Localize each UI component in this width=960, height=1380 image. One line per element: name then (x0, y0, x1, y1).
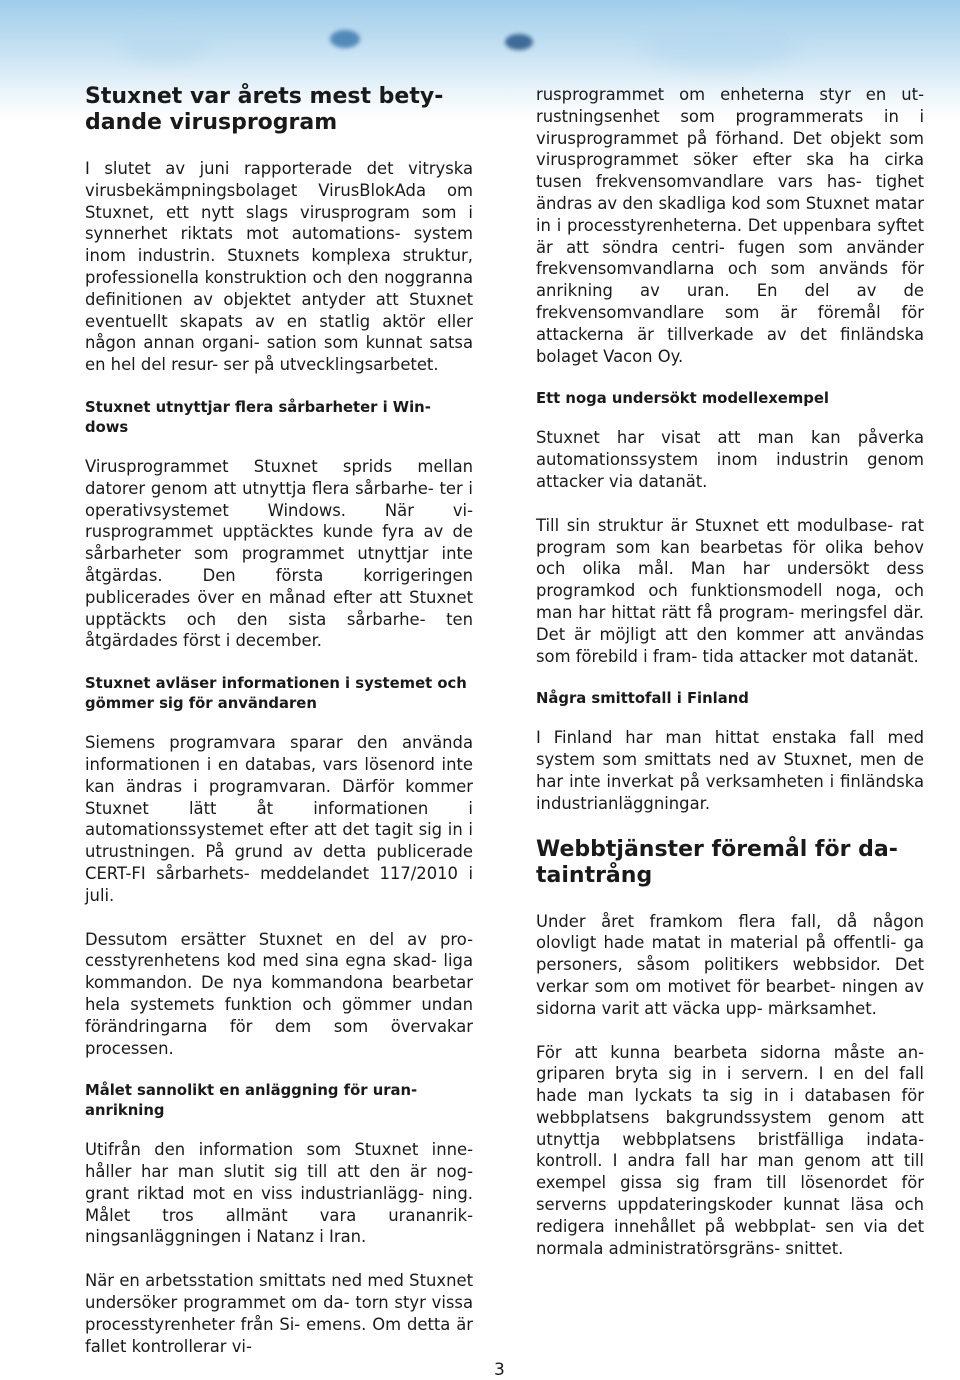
paragraph: Till sin struktur är Stuxnet ett modulbase- rat program som kan bearbetas för olika behov och olika mål. Man har undersökt dess programkod och funktionsmodell noga, och man har hittat rätt få program- meringsfel där. Det är möjligt att den kommer att användas som förebild i fram- tida attacker mot datanät. (536, 515, 924, 666)
subheading-windows: Stuxnet utnyttjar flera sårbarheter i Win- dows (85, 398, 431, 436)
subheading-model-example: Ett noga undersökt modellexempel (536, 390, 829, 408)
paragraph: I Finland har man hittat enstaka fall med system som smittats ned av Stuxnet, men de har inte inverkat på verksamheten i finländska industrianläggningar. (536, 728, 924, 813)
paragraph: Under året framkom flera fall, då någon olovligt hade matat in material på offentli- ga personers, såsom politikers webbsidor. Det verkar som om motivet för bearbet- ningen av sidorna varit att väcka upp- märksamhet. (536, 911, 924, 1018)
subheading-finland: Några smittofall i Finland (536, 690, 749, 708)
subheading-goal: Målet sannolikt en anläggning för uran- anrikning (85, 1082, 418, 1120)
paragraph: rusprogrammet om enheterna styr en ut- rustningsenhet som programmerats in i virusprogrammet på förhand. Det objekt som virusprogrammet söker efter ska ha cirka tusen frekvensomvandlare vars has- tighet ändras av den skadliga kod som Stuxnet matar in i processtyrenheterna. Det uppenbara syftet är att söndra centri- fugen som använder frekvensomvandlarna och som används för anrikning av uran. En del av de frekvensomvandlare som är föremål för attackerna är tillverkade av det finländska bolaget Vacon Oy. (536, 85, 924, 366)
decorative-dot (505, 34, 533, 50)
paragraph: Virusprogrammet Stuxnet sprids mellan datorer genom att utnyttja flera sårbarhe- ter i operativsystemet Windows. När vi- rusprogrammet upptäcktes kunde fyra av de sårbarheter som programmet utnyttjar inte åtgärdas. Den första korrigeringen publicerades över en månad efter att Stuxnet upptäckts och den sista sårbarhe- ten åtgärdades först i december. (85, 456, 473, 651)
paragraph: För att kunna bearbeta sidorna måste an- griparen bryta sig in i servern. I en del fall hade man lyckats ta sig in i databasen för webbplatsens bakgrundssystem genom att utnyttja webbplatsens bristfälliga indata- kontroll. I andra fall har man genom att till exempel gissa sig fram till lösenordet för serverns uppdateringskoder kunnat läsa och redigera innehållet på webbplat- sen via det normala administratörsgräns- snittet. (536, 1042, 924, 1258)
paragraph: När en arbetsstation smittats ned med Stuxnet undersöker programmet om da- torn styr vissa processtyrenheter från Si- emens. Om detta är fallet kontrollerar vi- (85, 1271, 473, 1356)
article-title: Stuxnet var årets mest bety- dande virusprogram (85, 84, 444, 135)
left-column (85, 84, 473, 1379)
paragraph: I slutet av juni rapporterade det vitryska virusbekämpningsbolaget VirusBlokAda om Stuxnet, ett nytt slags virusprogram som i synnerhet riktats mot automations- system inom industrin. Stuxnets komplexa struktur, professionella konstruktion och den noggranna definitionen av objektet antyder att Stuxnet eventuellt skapats av en statlig aktör eller någon annan organi- sation som kunnat satsa en hel del resur- ser på utvecklingsarbetet. (85, 159, 473, 375)
paragraph: Utifrån den information som Stuxnet inne- håller har man slutit sig till att den är nog- grant riktad mot en viss industrianlägg- ning. Målet tros allmänt vara urananrik- ningsanläggningen i Natanz i Iran. (85, 1140, 473, 1247)
decorative-dot (330, 30, 360, 48)
decorative-blur-shape (640, 18, 800, 68)
subheading-information: Stuxnet avläser informationen i systemet och gömmer sig för användaren (85, 675, 467, 713)
paragraph: Dessutom ersätter Stuxnet en del av pro- cesstyrenhetens kod med sina egna skad- liga kommandon. De nya kommandona bearbetar hela systemets funktion och gömmer undan förändringarna för dem som övervakar processen. (85, 929, 473, 1058)
right-column (536, 84, 924, 1281)
decorative-blur-shape (120, 22, 210, 62)
paragraph: Siemens programvara sparar den använda informationen i en databas, vars lösenord inte kan ändras i programvaran. Därför kommer Stuxnet lätt åt informationen i automationssystemet efter att det tagit sig in i utrustningen. På grund av detta publicerade CERT-FI sårbarhets- meddelandet 117/2010 i juli. (85, 733, 473, 905)
section-title-web-services: Webbtjänster föremål för da- taintrång (536, 836, 898, 888)
page-number: 3 (494, 1360, 505, 1380)
paragraph: Stuxnet har visat att man kan påverka automationssystem inom industrin genom attacker via datanät. (536, 428, 924, 491)
